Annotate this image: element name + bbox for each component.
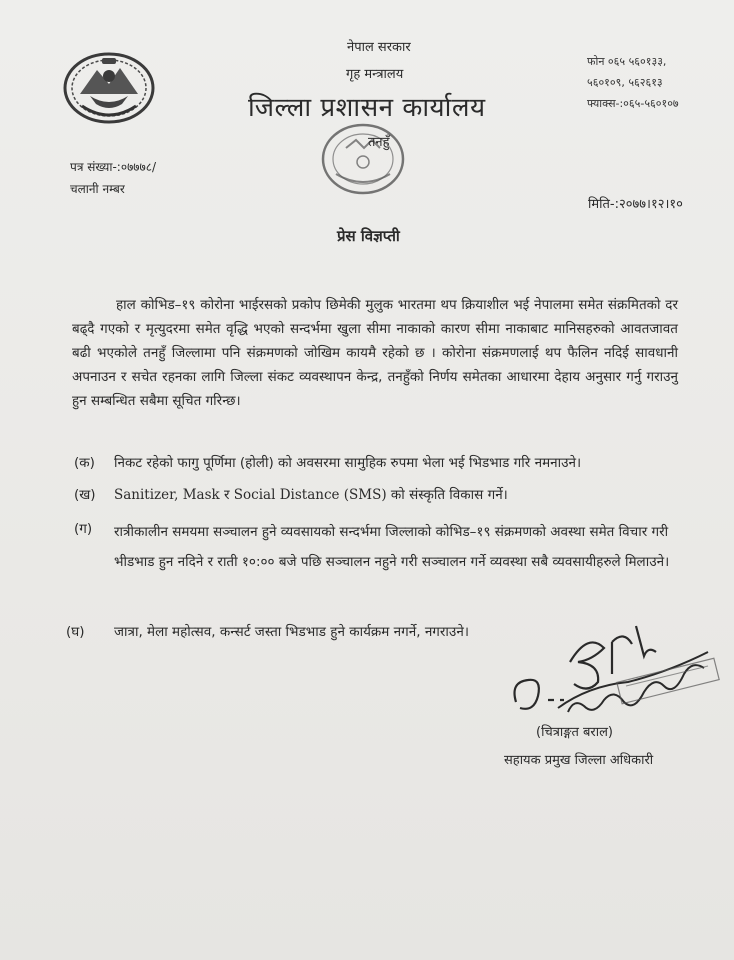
office-name: जिल्ला प्रशासन कार्यालय bbox=[248, 93, 486, 123]
office-stamp-icon bbox=[316, 118, 410, 200]
government-name: नेपाल सरकार bbox=[347, 40, 411, 55]
phone-line-1: फोन ०६५ ५६०१३३, bbox=[587, 55, 667, 68]
phone-line-2: ५६०१०९, ५६२६१३ bbox=[587, 76, 663, 89]
ministry-name: गृह मन्त्रालय bbox=[346, 67, 404, 82]
item-text: जात्रा, मेला महोत्सव, कन्सर्ट जस्ता भिडभाड हुने कार्यक्रम नगर्ने, नगराउने। bbox=[114, 624, 469, 640]
item-text: Sanitizer, Mask र Social Distance (SMS) को संस्कृति विकास गर्ने। bbox=[114, 487, 508, 503]
signatory-name: (चित्राङ्गत बराल) bbox=[536, 725, 614, 740]
document-date: मिति-:२०७७।१२।१० bbox=[588, 197, 683, 212]
item-marker: (घ) bbox=[66, 624, 85, 640]
item-text: रात्रीकालीन समयमा सञ्चालन हुने व्यवसायको सन्दर्भमा जिल्लाको कोभिड–१९ संक्रमणको अवस्था समेत विचार गरी भीडभाड हुन नदिने र राती १०:०० बजे पछि सञ्चालन नहुने गरी सञ्चालन गर्ने व्यवस्था सबै व्यवसायीहरुले मिलाउने। bbox=[114, 524, 670, 570]
nepal-emblem-icon bbox=[62, 50, 156, 126]
item-marker: (ख) bbox=[74, 487, 96, 503]
body-paragraph: हाल कोभिड–१९ कोरोना भाईरसको प्रकोप छिमेकी मुलुक भारतमा थप क्रियाशील भई नेपालमा समेत संक्रमितको दर बढ्दै गएको र मृत्युदरमा समेत वृद्धि भएको सन्दर्भमा खुला सीमा नाकाको कारण सीमा नाकाबाट मानिसहरुको आवतजावत बढी भएकोले तनहुँ जिल्लामा पनि संक्रमणको जोखिम कायमै रहेको छ । कोरोना संक्रमणलाई थप फैलिन नदिई सावधानी अपनाउन र सचेत रहनका लागि जिल्ला संकट व्यवस्थापन केन्द्र, तनहुँको निर्णय समेतका आधारमा देहाय अनुसार गर्नु गराउनु हुन सम्बन्धित सबैमा सूचित गरिन्छ। bbox=[72, 297, 678, 409]
stamp-place-text: तनहुँ bbox=[368, 135, 390, 150]
letter-number: पत्र संख्या-:०७७७८/ bbox=[70, 160, 157, 174]
signatory-designation: सहायक प्रमुख जिल्ला अधिकारी bbox=[504, 753, 654, 768]
document-title: प्रेस विज्ञप्ती bbox=[337, 227, 400, 245]
item-marker: (क) bbox=[74, 455, 95, 471]
signature-icon bbox=[508, 612, 728, 722]
item-marker: (ग) bbox=[74, 521, 93, 537]
fax-number: फ्याक्स-:०६५-५६०१०७ bbox=[587, 97, 679, 110]
item-text: निकट रहेको फागु पूर्णिमा (होली) को अवसरमा सामुहिक रुपमा भेला भई भिडभाड गरि नमनाउने। bbox=[114, 455, 582, 471]
dispatch-number: चलानी नम्बर bbox=[70, 182, 125, 196]
